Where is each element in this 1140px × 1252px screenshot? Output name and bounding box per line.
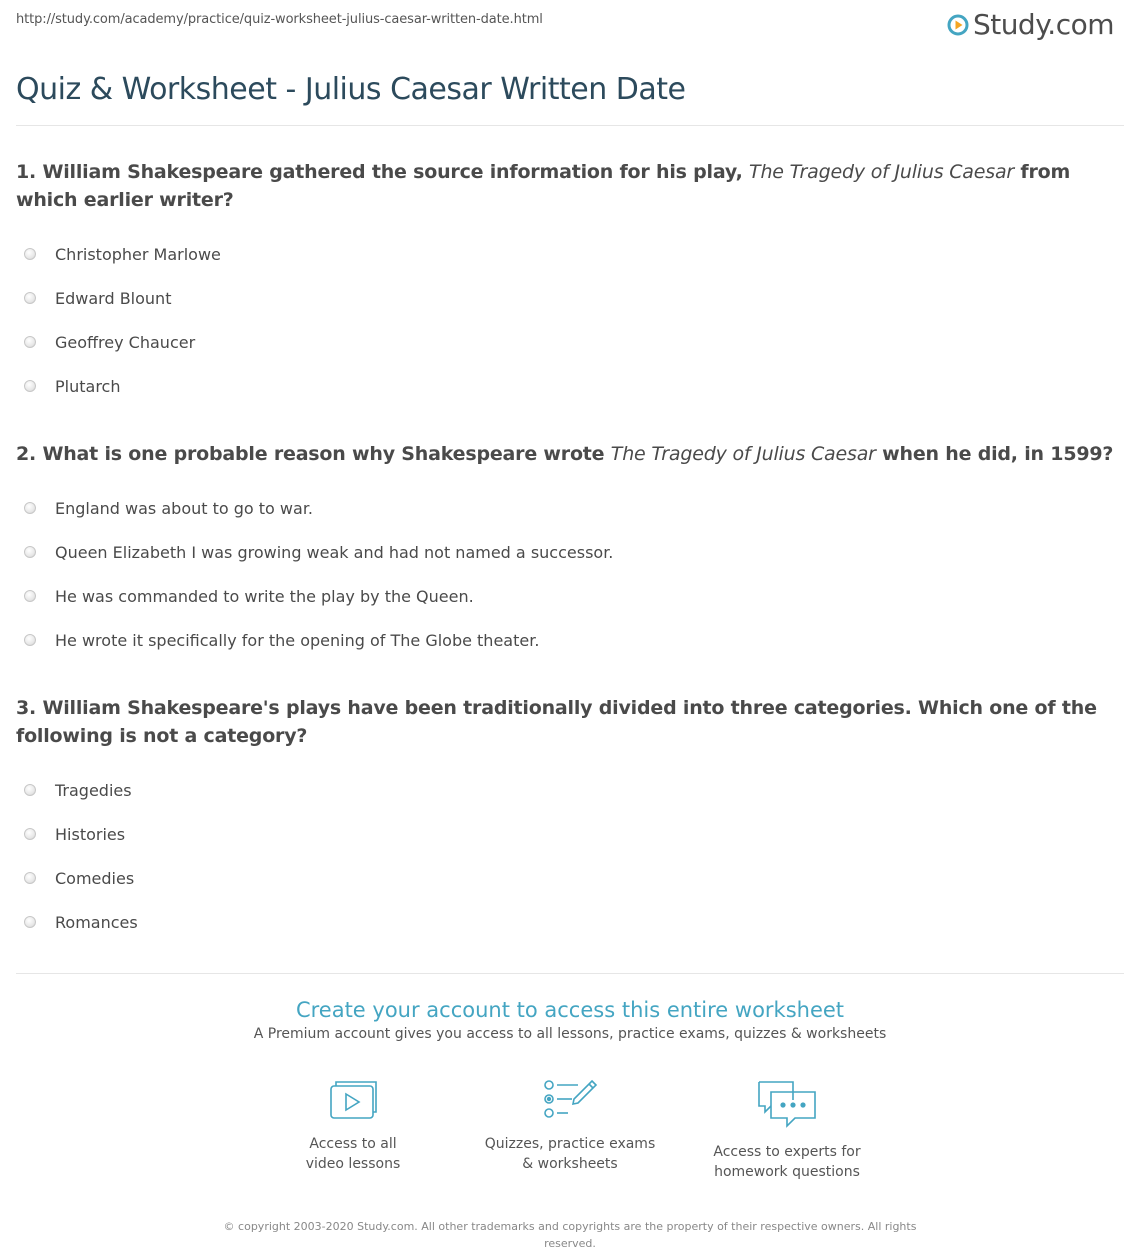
radio-button[interactable] [24,248,36,260]
feature-text: Access to experts for homework questions [713,1144,861,1180]
answer-label: Plutarch [55,376,121,396]
radio-button[interactable] [24,590,36,602]
copyright-notice: © copyright 2003-2020 Study.com. All other trademarks and copyrights are the property of their respective owners. All rights reserved. [223,1220,917,1250]
answer-option[interactable] [16,530,1124,574]
feature-quizzes [462,1078,679,1182]
quiz-checklist-icon [542,1078,598,1122]
question-text: 2. What is one probable reason why Shakespeare wrote The Tragedy of Julius Caesar when he did, in 1599? [16,443,1114,465]
radio-button[interactable] [24,916,36,928]
radio-button[interactable] [24,336,36,348]
answer-label: Tragedies [55,780,132,800]
answer-label: Comedies [55,868,135,888]
page-title: Quiz & Worksheet - Julius Caesar Written Date [16,72,686,107]
play-title: The Tragedy of Julius Caesar [610,443,876,465]
top-bar [16,0,1124,46]
question-text: 1. William Shakespeare gathered the source information for his play, The Tragedy of Julius Caesar from which earlier writer? [16,161,1071,211]
cta-divider [16,973,1124,974]
feature-text: Quizzes, practice exams & worksheets [484,1136,656,1172]
premium-cta [16,996,1124,1042]
answer-option[interactable] [16,574,1124,618]
question-text: 3. William Shakespeare's plays have been traditionally divided into three categories. Which one of the following is not a category? [16,697,1097,747]
answer-label: Edward Blount [55,288,172,308]
feature-list [16,1078,1124,1182]
answer-option[interactable] [16,618,1124,662]
answer-option[interactable] [16,856,1124,900]
study-logo[interactable] [947,8,1114,41]
answer-list [16,768,1124,944]
radio-button[interactable] [24,784,36,796]
create-account-link[interactable]: Create your account to access this entire worksheet [295,998,845,1022]
answer-label: Christopher Marlowe [55,244,221,264]
title-divider [16,125,1124,126]
radio-button[interactable] [24,634,36,646]
question-1 [16,158,1124,408]
answer-label: Romances [55,912,138,932]
page-url: http://study.com/academy/practice/quiz-worksheet-julius-caesar-written-date.html [16,12,543,27]
answer-option[interactable] [16,276,1124,320]
answer-list [16,486,1124,662]
question-3 [16,694,1124,944]
radio-button[interactable] [24,546,36,558]
answer-list [16,232,1124,408]
play-title: The Tragedy of Julius Caesar [749,161,1014,183]
answer-option[interactable] [16,486,1124,530]
feature-experts [679,1078,896,1182]
feature-video-lessons [245,1078,462,1182]
answer-label: He was commanded to write the play by the Queen. [55,586,474,606]
answer-label: Queen Elizabeth I was growing weak and had not named a successor. [55,542,614,562]
radio-button[interactable] [24,872,36,884]
question-2 [16,440,1124,662]
radio-button[interactable] [24,828,36,840]
logo-text: Study.com [972,8,1114,41]
answer-label: He wrote it specifically for the opening of The Globe theater. [55,630,540,650]
answer-option[interactable] [16,812,1124,856]
answer-option[interactable] [16,364,1124,408]
answer-label: Histories [55,824,126,844]
radio-button[interactable] [24,502,36,514]
play-circle-icon [947,14,969,36]
radio-button[interactable] [24,292,36,304]
radio-button[interactable] [24,380,36,392]
answer-option[interactable] [16,768,1124,812]
answer-option[interactable] [16,232,1124,276]
chat-bubbles-icon [755,1078,819,1130]
answer-option[interactable] [16,900,1124,944]
answer-label: Geoffrey Chaucer [55,332,196,352]
answer-label: England was about to go to war. [55,498,314,518]
video-lessons-icon [327,1078,379,1122]
cta-subtitle: A Premium account gives you access to all lessons, practice exams, quizzes & worksheets [253,1026,887,1042]
feature-text: Access to all video lessons [305,1136,401,1172]
answer-option[interactable] [16,320,1124,364]
